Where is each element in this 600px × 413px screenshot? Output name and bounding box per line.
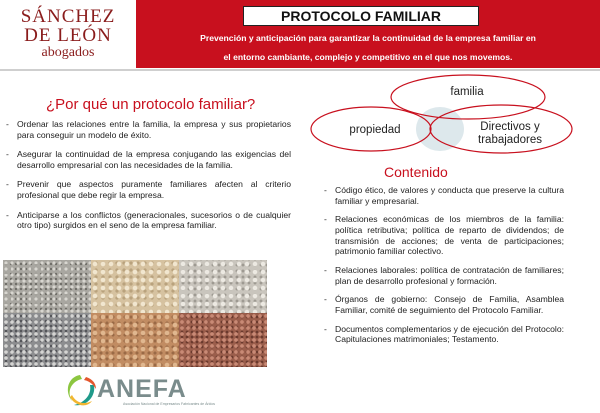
list-item: - Relaciones económicas de los miembros de la familia: política retributiva; política de reparto de dividendos; de transmisión de acciones; de venta de participaciones; patrimonio familiar colectivo. xyxy=(324,214,564,256)
gravel-image xyxy=(3,313,91,367)
list-item: - Documentos complementarios y de ejecución del Protocolo: Capitulaciones matrimoniales; Testamento. xyxy=(324,324,564,345)
swirl-logo-icon xyxy=(60,371,100,411)
list-item: - Asegurar la continuidad de la empresa conjugando las exigencias del desarrollo empresarial con las necesidades de la familia. xyxy=(6,149,291,170)
aggregate-photo-grid xyxy=(3,260,267,367)
header-subtitle-line-1: Prevención y anticipación para garantizar la continuidad de la empresa familiar en xyxy=(200,33,536,43)
gravel-image xyxy=(91,260,179,313)
right-section-title: Contenido xyxy=(384,164,448,180)
gravel-image xyxy=(179,313,267,367)
label-propiedad: propiedad xyxy=(349,124,401,136)
list-item: - Código ético, de valores y conducta que preserve la cultura familiar y empresarial. xyxy=(324,185,564,206)
page-title: PROTOCOLO FAMILIAR xyxy=(243,6,479,26)
label-familia: familia xyxy=(450,86,484,98)
list-item: - Órganos de gobierno: Consejo de Familia, Asamblea Familiar, comité de seguimiento del Protocolo Familiar. xyxy=(324,294,564,315)
gravel-image xyxy=(3,260,91,313)
reasons-list xyxy=(6,119,291,240)
gravel-image xyxy=(91,313,179,367)
logo-line-2: DE LEÓN xyxy=(24,25,112,46)
anefa-tagline: Asociación Nacional de Empresarios Fabricantes de Áridos xyxy=(123,402,216,406)
logo-line-1: SÁNCHEZ xyxy=(20,6,116,27)
logo-line-3: abogados xyxy=(41,45,95,60)
content-list xyxy=(324,185,564,353)
list-item: - Anticiparse a los conflictos (generacionales, sucesorios o de cualquier otro tipo) surgidos en el seno de la empresa familiar. xyxy=(6,210,291,231)
label-directivos-line-1: Directivos y xyxy=(480,121,540,133)
label-directivos xyxy=(455,121,565,147)
header-subtitle-line-2: el entorno cambiante, complejo y competitivo en el que nos movemos. xyxy=(223,52,513,62)
list-item: - Relaciones laborales: política de contratación de familiares; plan de desarrollo profesional y formación. xyxy=(324,265,564,286)
header-divider xyxy=(0,69,600,71)
list-item: - Prevenir que aspectos puramente familiares afecten al criterio profesional que debe regir la empresa. xyxy=(6,179,291,200)
list-item: - Ordenar las relaciones entre la familia, la empresa y sus propietarios para conseguir un modelo de éxito. xyxy=(6,119,291,140)
anefa-logo-text: ANEFA xyxy=(97,375,187,403)
left-section-title: ¿Por qué un protocolo familiar? xyxy=(46,96,256,113)
gravel-image xyxy=(179,260,267,313)
label-directivos-line-2: trabajadores xyxy=(478,134,542,146)
